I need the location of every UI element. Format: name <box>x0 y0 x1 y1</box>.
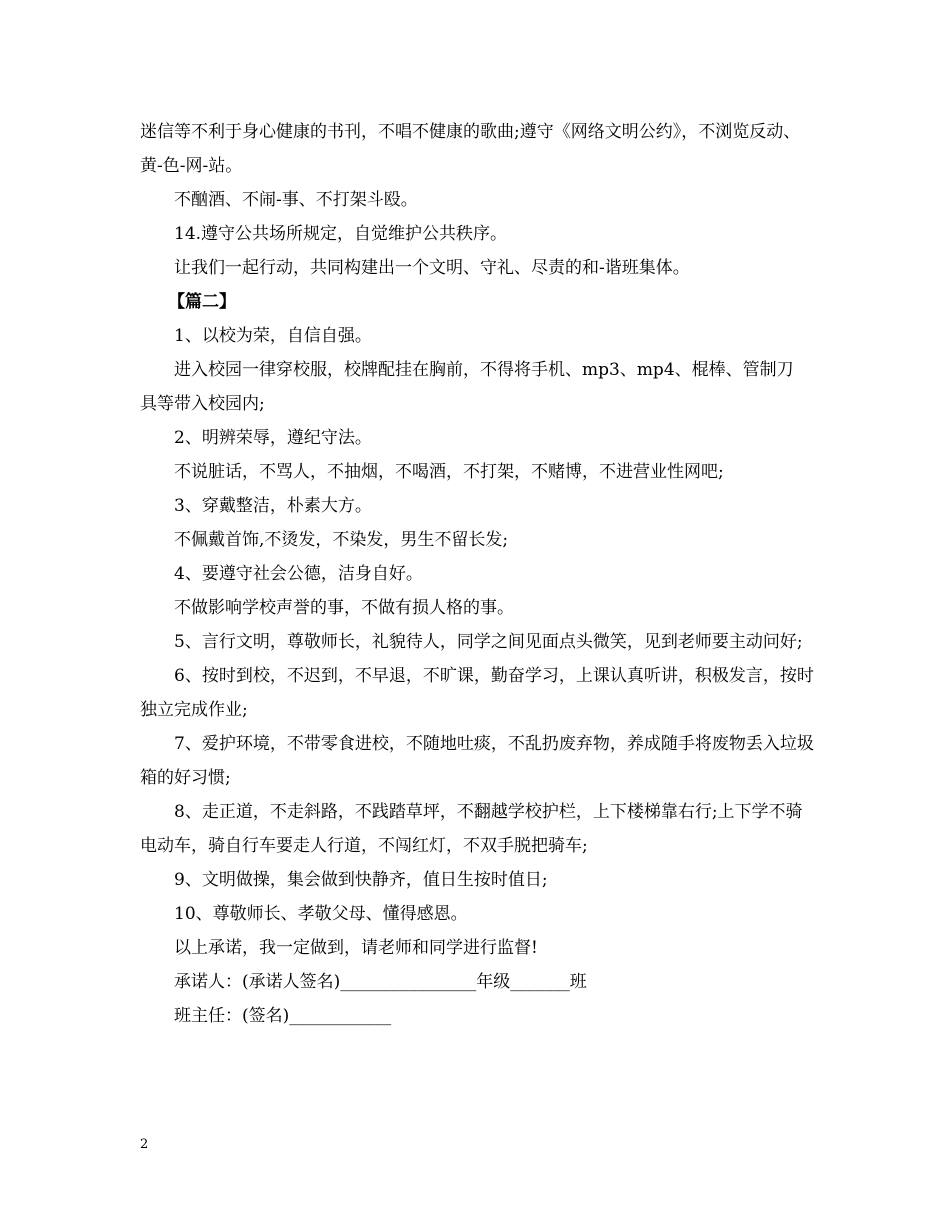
paragraph: 不说脏话，不骂人，不抽烟，不喝酒，不打架，不赌博，不进营业性网吧; <box>174 462 724 482</box>
paragraph: 迷信等不利于身心健康的书刊，不唱不健康的歌曲;遵守《网络文明公约》，不浏览反动、黄-色-网-站。 <box>140 122 801 176</box>
signature-line-promiser: 承诺人：(承诺人签名)________________年级_______班 <box>174 972 587 992</box>
paragraph: 7、爱护环境，不带零食进校，不随地吐痰，不乱扔废弃物，养成随手将废物丢入垃圾箱的好习惯; <box>140 734 814 788</box>
section-heading: 【篇二】 <box>168 292 236 312</box>
signature-line-teacher: 班主任：(签名)____________ <box>174 1006 392 1026</box>
paragraph: 5、言行文明，尊敬师长，礼貌待人，同学之间见面点头微笑，见到老师要主动问好; <box>174 632 803 652</box>
paragraph: 10、尊敬师长、孝敬父母、懂得感恩。 <box>174 904 468 924</box>
paragraph: 9、文明做操，集会做到快静齐，值日生按时值日; <box>174 870 548 890</box>
paragraph: 让我们一起行动，共同构建出一个文明、守礼、尽责的和-谐班集体。 <box>174 258 690 278</box>
paragraph: 以上承诺，我一定做到，请老师和同学进行监督! <box>174 938 538 958</box>
paragraph: 进入校园一律穿校服，校牌配挂在胸前，不得将手机、mp3、mp4、棍棒、管制刀 具等带入校园内; <box>140 360 794 414</box>
paragraph: 8、走正道，不走斜路，不践踏草坪，不翻越学校护栏，上下楼梯靠右行;上下学不骑电动车，骑自行车要走人行道，不闯红灯，不双手脱把骑车; <box>140 802 803 856</box>
paragraph: 不酗酒、不闹-事、不打架斗殴。 <box>174 190 418 210</box>
paragraph: 3、穿戴整洁，朴素大方。 <box>174 496 372 516</box>
page-number: 2 <box>140 1137 149 1152</box>
document-body <box>140 115 815 1033</box>
paragraph: 14.遵守公共场所规定，自觉维护公共秩序。 <box>174 224 508 244</box>
paragraph: 6、按时到校，不迟到，不早退，不旷课，勤奋学习，上课认真听讲，积极发言，按时独立完成作业; <box>140 666 814 720</box>
paragraph: 2、明辨荣辱，遵纪守法。 <box>174 428 372 448</box>
paragraph: 4、要遵守社会公德，洁身自好。 <box>174 564 423 584</box>
paragraph: 不做影响学校声誉的事，不做有损人格的事。 <box>174 598 514 618</box>
paragraph: 不佩戴首饰,不烫发，不染发，男生不留长发; <box>174 530 509 550</box>
paragraph: 1、以校为荣，自信自强。 <box>174 326 372 346</box>
